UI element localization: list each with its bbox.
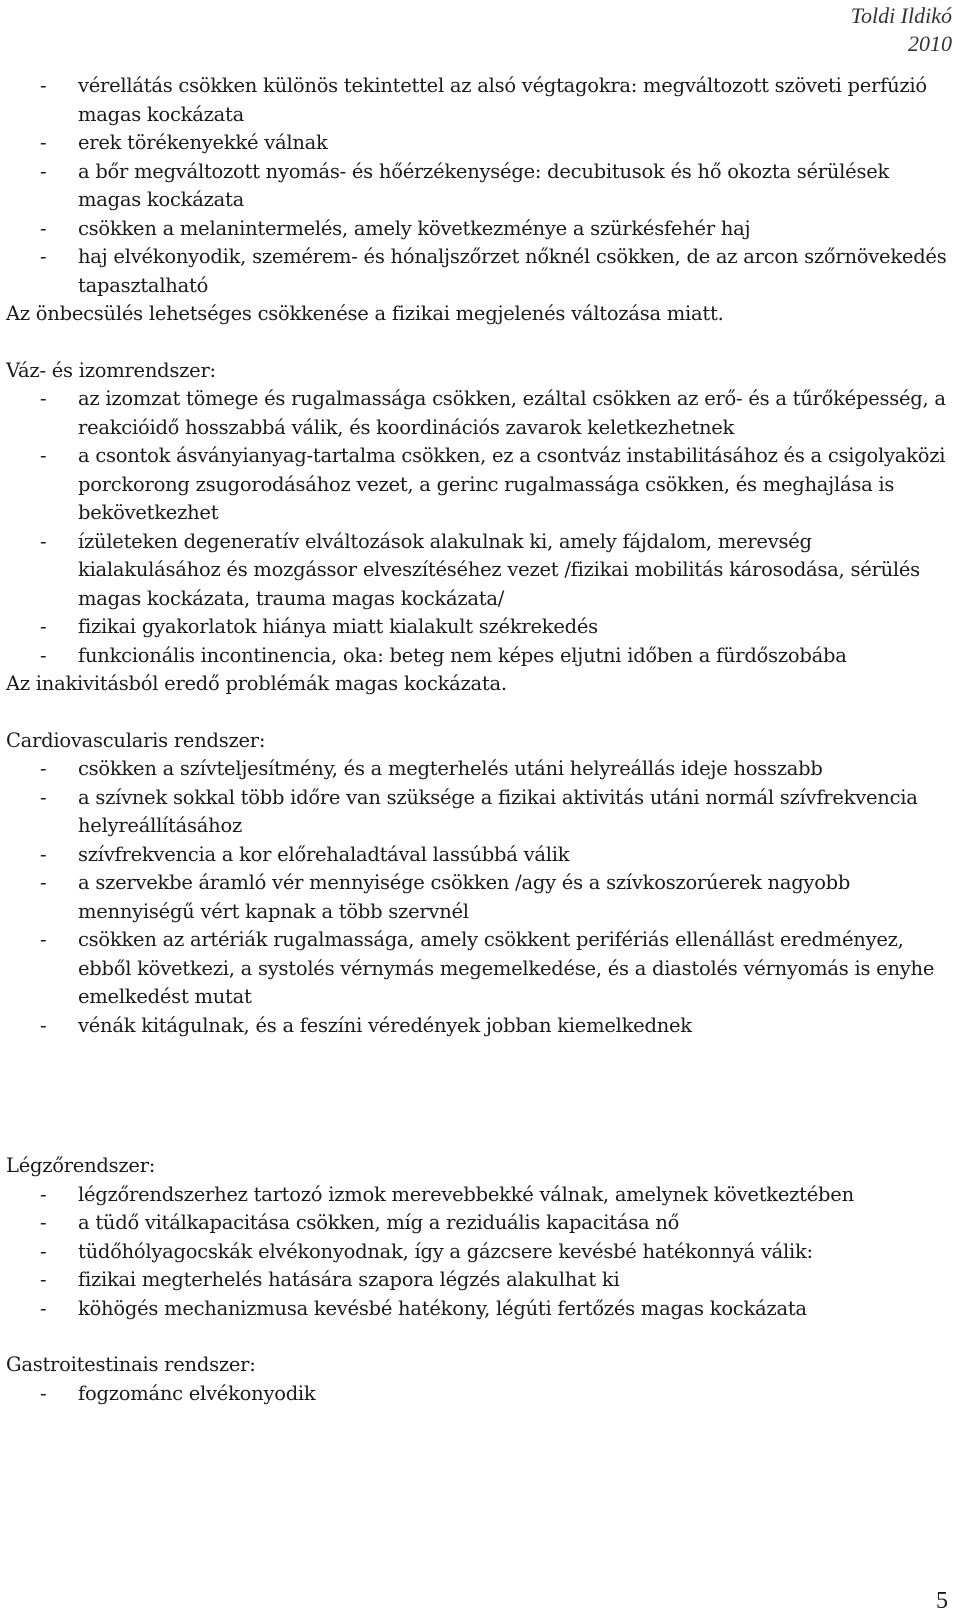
list-item xyxy=(6,72,951,129)
list-item-text: vérellátás csökken különös tekintettel az alsó végtagokra: megváltozott szöveti perfúzió magas kockázata xyxy=(78,74,927,126)
list-item xyxy=(6,129,951,158)
list-item-text: köhögés mechanizmusa kevésbé hatékony, légúti fertőzés magas kockázata xyxy=(78,1296,807,1320)
intro-list xyxy=(6,72,951,300)
list-item-text: csökken a melanintermelés, amely következménye a szürkésfehér haj xyxy=(78,216,751,240)
list-item xyxy=(6,613,951,642)
bullet-dash: - xyxy=(40,1013,47,1037)
bullet-dash: - xyxy=(40,1211,47,1234)
section-heading-legzo: Légzőrendszer: xyxy=(6,1154,156,1177)
list-item xyxy=(6,1012,951,1041)
list-item xyxy=(6,841,951,870)
bullet-dash: - xyxy=(40,1268,47,1291)
list-item xyxy=(6,215,951,244)
list-item xyxy=(6,385,951,442)
list-item-text: légzőrendszerhez tartozó izmok merevebbekké válnak, amelynek következtében xyxy=(78,1182,854,1206)
list-item xyxy=(6,442,951,528)
bullet-dash: - xyxy=(40,387,47,410)
bullet-dash: - xyxy=(40,643,47,667)
bullet-dash: - xyxy=(40,928,47,951)
cardio-list xyxy=(6,755,951,1040)
gastro-list xyxy=(6,1380,951,1409)
intro-summary: Az önbecsülés lehetséges csökkenése a fizikai megjelenés változása miatt. xyxy=(6,302,724,325)
bullet-dash: - xyxy=(40,444,47,467)
list-item-text: fizikai gyakorlatok hiánya miatt kialakult székrekedés xyxy=(78,615,598,638)
document-body xyxy=(6,72,951,1408)
list-item xyxy=(6,869,951,926)
list-item xyxy=(6,528,951,614)
list-item-text: csökken a szívteljesítmény, és a megterhelés utáni helyreállás ideje hosszabb xyxy=(78,757,823,780)
header-author: Toldi Ildikó xyxy=(850,3,952,28)
list-item-text: vénák kitágulnak, és a feszíni véredények jobban kiemelkednek xyxy=(78,1013,692,1037)
list-item-text: szívfrekvencia a kor előrehaladtával lassúbbá válik xyxy=(78,842,570,866)
list-item-text: a tüdő vitálkapacitása csökken, míg a reziduális kapacitása nő xyxy=(78,1211,680,1234)
bullet-dash: - xyxy=(40,871,47,894)
bullet-dash: - xyxy=(40,216,47,240)
section-heading-vaz: Váz- és izomrendszer: xyxy=(6,358,216,382)
list-item xyxy=(6,755,951,784)
list-item xyxy=(6,1209,951,1238)
bullet-dash: - xyxy=(40,529,47,553)
header-year: 2010 xyxy=(908,31,952,56)
list-item xyxy=(6,926,951,1012)
bullet-dash: - xyxy=(40,1381,47,1405)
bullet-dash: - xyxy=(40,1182,47,1206)
bullet-dash: - xyxy=(40,757,47,780)
list-item-text: tüdőhólyagocskák elvékonyodnak, így a gázcsere kevésbé hatékonnyá válik: xyxy=(78,1239,813,1263)
bullet-dash: - xyxy=(40,74,47,97)
list-item-text: csökken az artériák rugalmassága, amely csökkent perifériás ellenállást eredményez, ebből következi, a systolés vérnymás megemelkedése, és a diastolés vérnyomás is enyhe emelkedést mutat xyxy=(78,928,935,1008)
bullet-dash: - xyxy=(40,131,47,154)
list-item xyxy=(6,1295,951,1324)
section-heading-cardio: Cardiovascularis rendszer: xyxy=(6,728,266,752)
list-item-text: fizikai megterhelés hatására szapora légzés alakulhat ki xyxy=(78,1268,620,1291)
list-item-text: a bőr megváltozott nyomás- és hőérzékenysége: decubitusok és hő okozta sérülések magas kockázata xyxy=(78,159,890,211)
list-item xyxy=(6,158,951,215)
vaz-list xyxy=(6,385,951,670)
list-item-text: a szívnek sokkal több időre van szüksége a fizikai aktivitás utáni normál szívfrekvencia helyreállításához xyxy=(78,785,918,837)
bullet-dash: - xyxy=(40,785,47,809)
list-item xyxy=(6,243,951,300)
page-number: 5 xyxy=(936,1588,948,1614)
bullet-dash: - xyxy=(40,1296,47,1320)
list-item xyxy=(6,784,951,841)
list-item-text: a csontok ásványianyag-tartalma csökken, ez a csontváz instabilitásához és a csigolyaközi porckorong zsugorodásához vezet, a gerinc rugalmassága csökken, és meghajlása is bekövetkezhet xyxy=(78,444,946,524)
bullet-dash: - xyxy=(40,842,47,866)
list-item xyxy=(6,1266,951,1295)
list-item-text: fogzománc elvékonyodik xyxy=(78,1381,316,1405)
list-item-text: az izomzat tömege és rugalmassága csökken, ezáltal csökken az erő- és a tűrőképesség, a reakcióidő hosszabbá válik, és koordinációs zavarok keletkezhetnek xyxy=(78,387,946,439)
list-item xyxy=(6,1380,951,1409)
page-header xyxy=(851,2,952,58)
vaz-summary: Az inakivitásból eredő problémák magas kockázata. xyxy=(6,672,507,695)
bullet-dash: - xyxy=(40,615,47,638)
section-heading-gastro: Gastroitestinais rendszer: xyxy=(6,1353,256,1376)
list-item-text: funkcionális incontinencia, oka: beteg nem képes eljutni időben a fürdőszobába xyxy=(78,643,847,667)
list-item-text: a szervekbe áramló vér mennyisége csökken /agy és a szívkoszorúerek nagyobb mennyiségű vért kapnak a több szervnél xyxy=(78,871,851,923)
bullet-dash: - xyxy=(40,1239,47,1263)
bullet-dash: - xyxy=(40,245,47,268)
list-item xyxy=(6,642,951,671)
bullet-dash: - xyxy=(40,159,47,183)
list-item xyxy=(6,1181,951,1210)
list-item xyxy=(6,1238,951,1267)
list-item-text: ízületeken degeneratív elváltozások alakulnak ki, amely fájdalom, merevség kialakulásához és mozgássor elveszítéséhez vezet /fizikai mobilitás károsodása, sérülés magas kockázata, trauma magas kockázata/ xyxy=(78,529,920,610)
legzo-list xyxy=(6,1181,951,1324)
list-item-text: erek törékenyekké válnak xyxy=(78,131,328,154)
list-item-text: haj elvékonyodik, szemérem- és hónaljszőrzet nőknél csökken, de az arcon szőrnövekedés tapasztalható xyxy=(78,245,947,297)
